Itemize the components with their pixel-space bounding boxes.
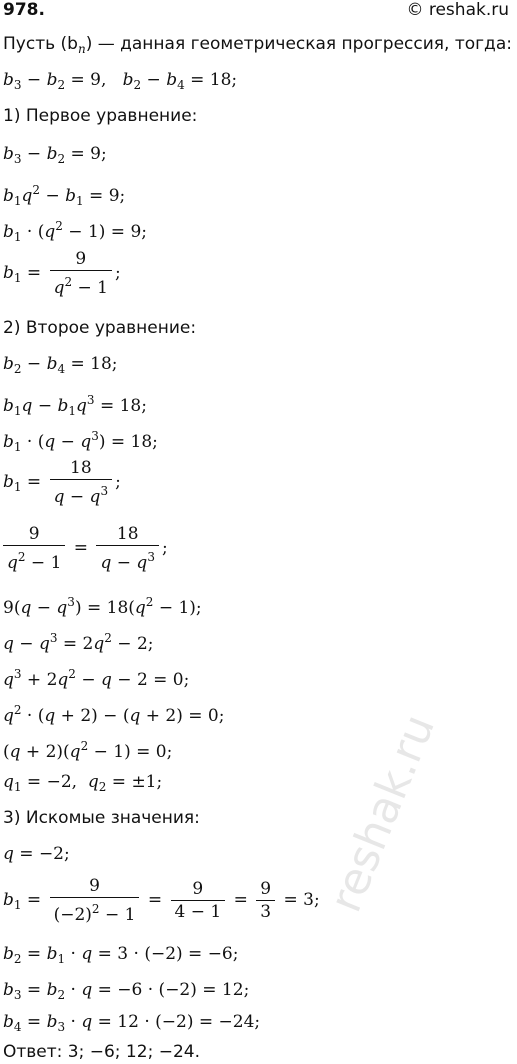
eq-line: $q^3 + 2q^2 - q - 2 = 0$; [3,667,190,690]
section-2-heading: 2) Второе уравнение: [3,318,197,338]
eq-line: $b_1 \cdot (q^2 - 1) = 9$; [3,219,148,244]
watermark: reshak.ru [320,707,445,920]
eq-line: $b_2 = b_1 \cdot q = 3 \cdot (-2) = -6$; [3,944,239,966]
eq-line: $9(q - q^3) = 18(q^2 - 1)$; [3,595,202,618]
eq-line: $q - q^3 = 2q^2 - 2$; [3,631,154,654]
section-1-heading: 1) Первое уравнение: [3,106,198,126]
intro-sub: n [77,42,86,56]
eq-line: $(q + 2)(q^2 - 1) = 0$; [3,739,173,762]
eq-line: $b_3 = b_2 \cdot q = -6 \cdot (-2) = 12$; [3,980,250,1002]
section-3-heading: 3) Искомые значения: [3,808,200,828]
intro-line [3,34,512,59]
eq-line: $b_1 \cdot (q - q^3) = 18$; [3,429,158,454]
problem-number: 978. [3,0,45,20]
eq-line: $b_1q - b_1q^3 = 18$; [3,393,147,418]
given-equations: $b_3 - b_2 = 9$, $b_2 - b_4 = 18$; [3,70,238,92]
eq-line: $b_1$ = $\frac{9}{q^2 - 1}$ ; [3,249,121,298]
eq-line: $b_1$ = $\frac{18}{q - q^3}$ ; [3,458,121,507]
eq-line: $b_1$ = $\frac{9}{(-2)^2 - 1}$ = $\frac{9}{4 - 1}$ = $\frac{9}{3}$ = 3; [3,876,320,925]
intro-tail: ) — данная геометрическая прогрессия, тогда: [85,34,512,54]
eq-line: $b_1q^2 - b_1 = 9$; [3,183,126,208]
eq-line: $b_2 - b_4 = 18$; [3,354,118,376]
eq-line: $b_3 - b_2 = 9$; [3,144,107,166]
eq-line: $q^2 \cdot (q + 2) - (q + 2) = 0$; [3,703,225,726]
eq-line: q = −2; [3,844,70,864]
site-label: © reshak.ru [406,0,509,20]
answer-line: Ответ: 3; −6; 12; −24. [3,1042,200,1062]
intro-text: Пусть (b [3,34,78,54]
eq-line: $q_1 = -2$, $q_2 = \pm 1$; [3,772,163,794]
eq-line: $\frac{9}{q^2 - 1}$ = $\frac{18}{q - q^3}$ ; [3,524,168,573]
eq-line: $b_4 = b_3 \cdot q = 12 \cdot (-2) = -24$; [3,1012,261,1034]
